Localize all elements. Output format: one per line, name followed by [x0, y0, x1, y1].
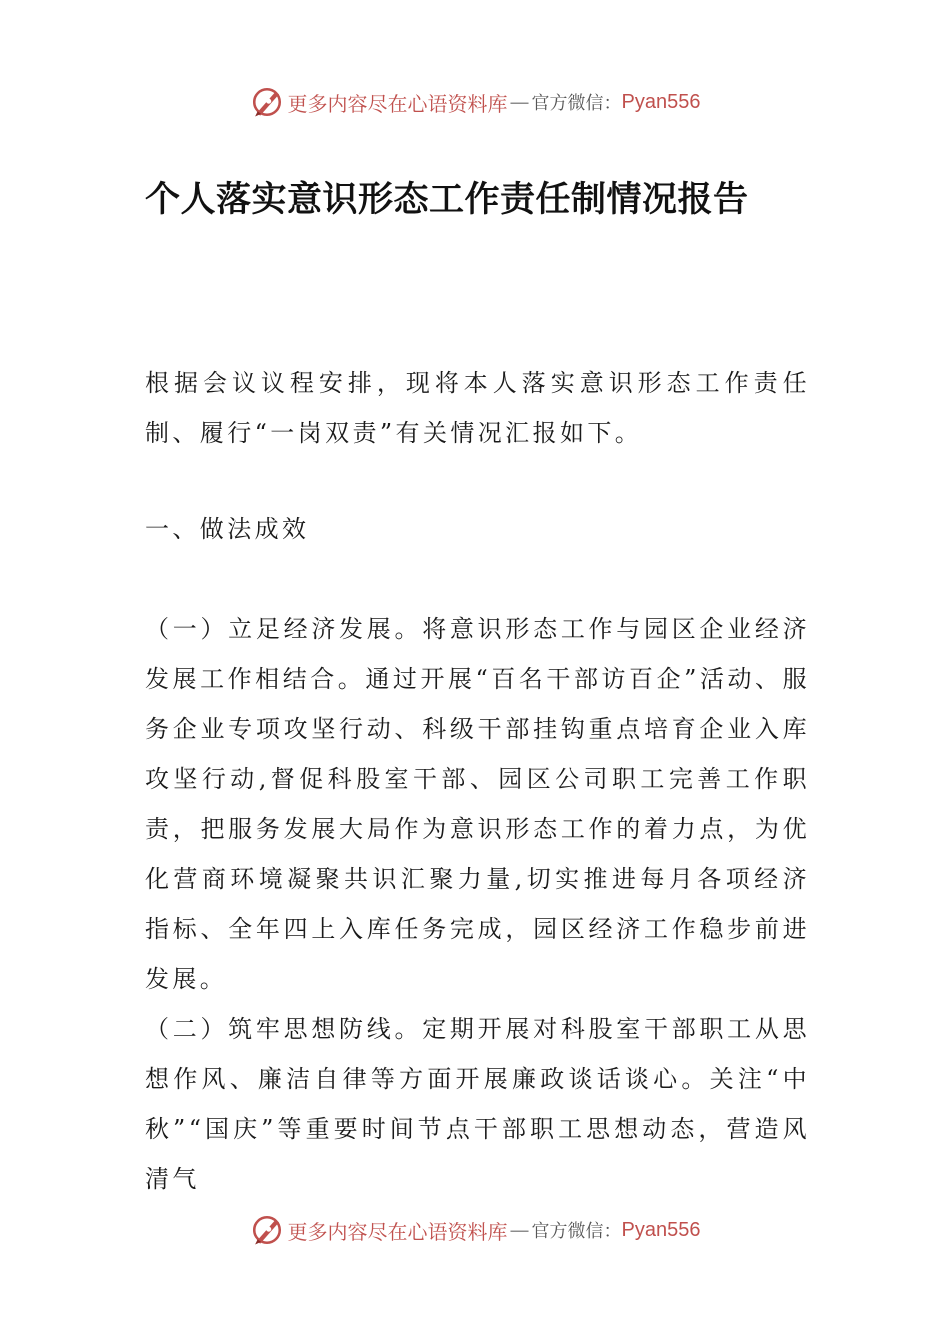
- footer-watermark: [0, 1210, 950, 1250]
- paragraph-ideological-defense: （二）筑牢思想防线。定期开展对科股室干部职工从思想作风、廉洁自律等方面开展廉政谈话谈心。关注“中秋”“国庆”等重要时间节点干部职工思想动态，营造风清气: [145, 1015, 810, 1193]
- watermark-separator: —: [509, 90, 530, 114]
- section-heading: 一、做法成效: [145, 515, 310, 543]
- paragraph-economic-development: （一）立足经济发展。将意识形态工作与园区企业经济发展工作相结合。通过开展“百名干部访百企”活动、服务企业专项攻坚行动、科级干部挂钩重点培育企业入库攻坚行动,督促科股室干部、园区公司职工完善工作职责，把服务发展大局作为意识形态工作的着力点，为优化营商环境凝聚共识汇聚力量,切实推进每月各项经济指标、全年四上入库任务完成，园区经济工作稳步前进发展。: [145, 615, 810, 993]
- watermark-wechat-id: Pyan556: [621, 1218, 701, 1241]
- watermark-wechat-id: Pyan556: [621, 90, 701, 113]
- watermark-brand: 更多内容尽在心语资料库: [287, 91, 508, 116]
- pen-logo-icon: [250, 1213, 284, 1247]
- intro-paragraph: 根据会议议程安排，现将本人落实意识形态工作责任制、履行“一岗双责”有关情况汇报如下。: [145, 369, 810, 447]
- document-title: 个人落实意识形态工作责任制情况报告: [145, 180, 749, 220]
- watermark-separator: —: [509, 1218, 530, 1242]
- watermark-brand: 更多内容尽在心语资料库: [287, 1219, 508, 1244]
- pen-logo-icon: [250, 85, 284, 119]
- watermark-wechat-label: 官方微信：: [531, 1221, 622, 1242]
- watermark-wechat-label: 官方微信：: [531, 93, 622, 114]
- header-watermark: [0, 82, 950, 122]
